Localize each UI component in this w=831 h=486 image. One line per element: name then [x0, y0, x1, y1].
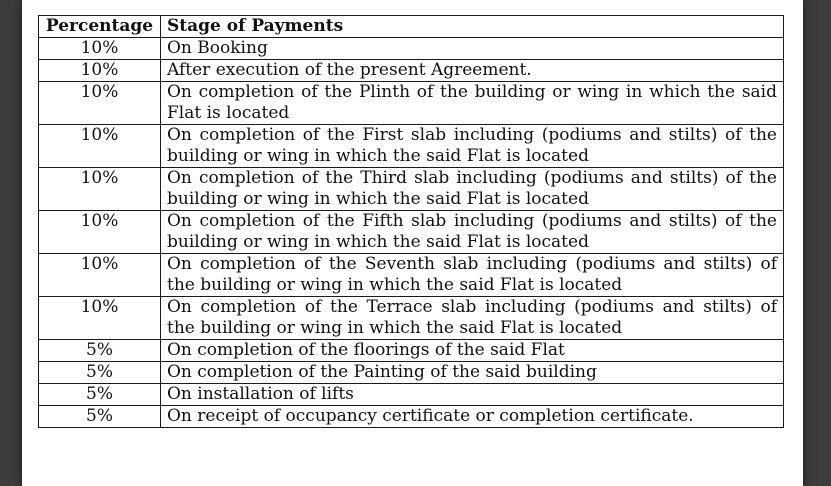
stage-cell: On completion of the floorings of the said Flat — [161, 340, 784, 362]
table-row — [39, 340, 784, 362]
stage-cell: On completion of the Third slab including (podiums and stilts) of the building or wing in which the said Flat is located — [161, 168, 784, 211]
header-row — [39, 16, 784, 38]
percentage-cell: 10% — [39, 211, 161, 254]
table-row — [39, 254, 784, 297]
table-row — [39, 168, 784, 211]
percentage-cell: 10% — [39, 297, 161, 340]
table-row — [39, 82, 784, 125]
stage-cell: On Booking — [161, 38, 784, 60]
percentage-cell: 5% — [39, 384, 161, 406]
document-page — [22, 0, 803, 486]
table-row — [39, 125, 784, 168]
table-row — [39, 297, 784, 340]
stage-cell: On completion of the Terrace slab including (podiums and stilts) of the building or wing in which the said Flat is located — [161, 297, 784, 340]
percentage-cell: 5% — [39, 340, 161, 362]
table-row — [39, 406, 784, 428]
stage-cell: On installation of lifts — [161, 384, 784, 406]
stage-cell: On completion of the Seventh slab including (podiums and stilts) of the building or wing in which the said Flat is located — [161, 254, 784, 297]
percentage-cell: 5% — [39, 362, 161, 384]
percentage-cell: 10% — [39, 125, 161, 168]
payment-schedule-table — [38, 15, 784, 428]
percentage-cell: 5% — [39, 406, 161, 428]
header-stage-of-payments: Stage of Payments — [161, 16, 784, 38]
stage-cell: After execution of the present Agreement. — [161, 60, 784, 82]
stage-cell: On completion of the Fifth slab including (podiums and stilts) of the building or wing in which the said Flat is located — [161, 211, 784, 254]
stage-cell: On completion of the First slab including (podiums and stilts) of the building or wing in which the said Flat is located — [161, 125, 784, 168]
header-percentage: Percentage — [39, 16, 161, 38]
percentage-cell: 10% — [39, 60, 161, 82]
percentage-cell: 10% — [39, 38, 161, 60]
stage-cell: On completion of the Plinth of the building or wing in which the said Flat is located — [161, 82, 784, 125]
table-row — [39, 60, 784, 82]
percentage-cell: 10% — [39, 82, 161, 125]
table-row — [39, 362, 784, 384]
stage-cell: On receipt of occupancy certificate or completion certificate. — [161, 406, 784, 428]
stage-cell: On completion of the Painting of the said building — [161, 362, 784, 384]
percentage-cell: 10% — [39, 254, 161, 297]
table-row — [39, 384, 784, 406]
table-row — [39, 211, 784, 254]
table-row — [39, 38, 784, 60]
percentage-cell: 10% — [39, 168, 161, 211]
